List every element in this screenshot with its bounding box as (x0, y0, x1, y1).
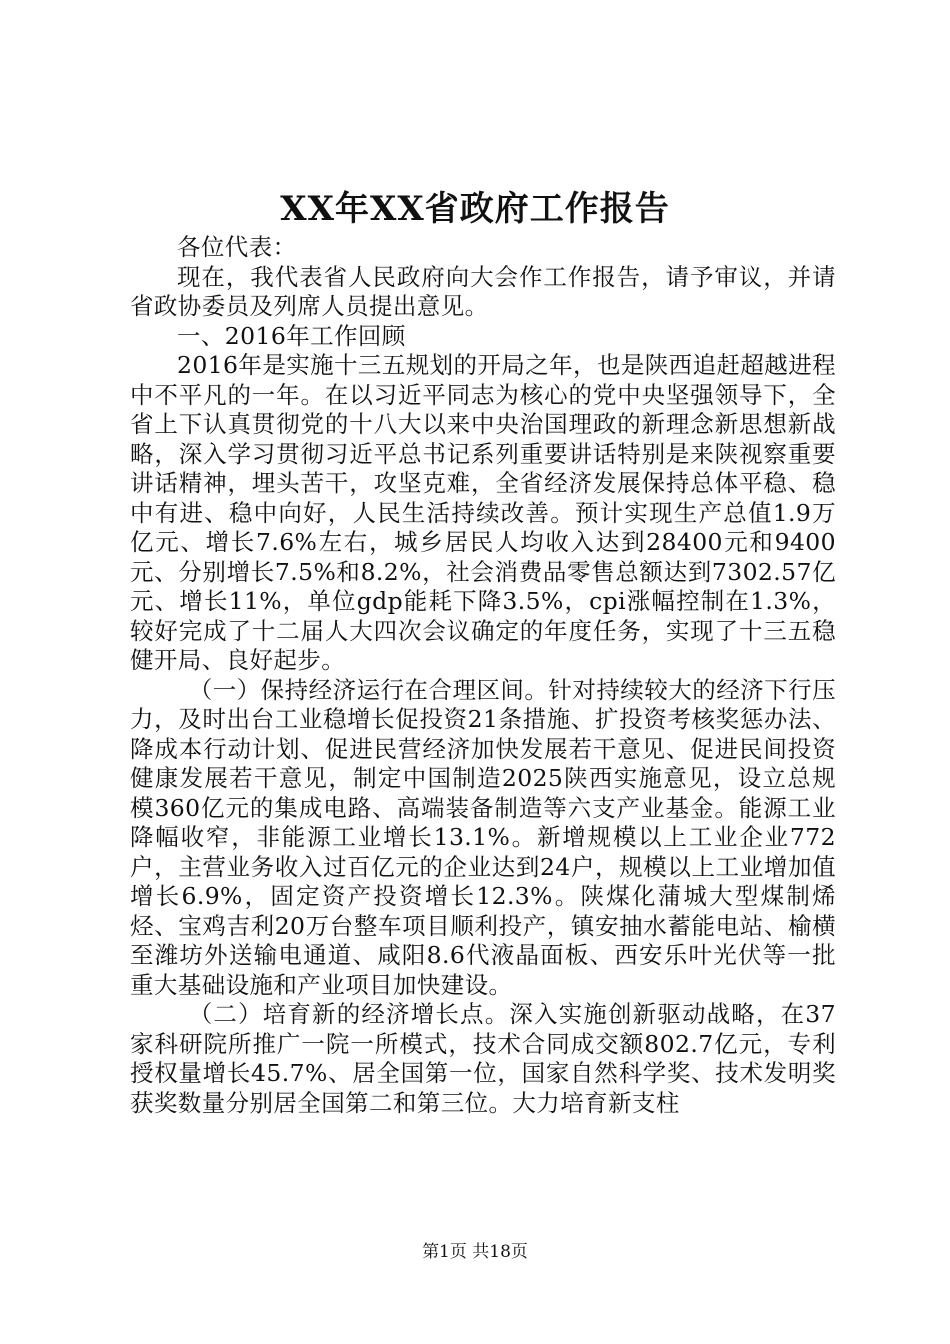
review-paragraph: 2016年是实施十三五规划的开局之年，也是陕西追赶超越进程中不平凡的一年。在以习近平同志为核心的党中央坚强领导下，全省上下认真贯彻党的十八大以来中央治国理政的新理念新思想新战略，深入学习贯彻习近平总书记系列重要讲话特别是来陕视察重要讲话精神，埋头苦干，攻坚克难，全省经济发展保持总体平稳、稳中有进、稳中向好，人民生活持续改善。预计实现生产总值1.9万亿元、增长7.6%左右，城乡居民人均收入达到28400元和9400元、分别增长7.5%和8.2%，社会消费品零售总额达到7302.57亿元、增长11%，单位gdp能耗下降3.5%，cpi涨幅控制在1.3%，较好完成了十二届人大四次会议确定的年度任务，实现了十三五稳健开局、良好起步。 (130, 351, 836, 674)
document-body (130, 233, 836, 1118)
intro-paragraph: 现在，我代表省人民政府向大会作工作报告，请予审议，并请省政协委员及列席人员提出意见。 (130, 262, 836, 320)
page-number: 第1页 共18页 (422, 1242, 528, 1262)
salutation-paragraph: 各位代表： (177, 233, 297, 261)
document-title: XX年XX省政府工作报告 (280, 189, 670, 229)
subsection-paragraph-1: （一）保持经济运行在合理区间。针对持续较大的经济下行压力，及时出台工业稳增长促投资21条措施、扩投资考核奖惩办法、降成本行动计划、促进民营经济加快发展若干意见、促进民间投资健康发展若干意见，制定中国制造2025陕西实施意见，设立总规模360亿元的集成电路、高端装备制造等六支产业基金。能源工业降幅收窄，非能源工业增长13.1%。新增规模以上工业企业772户，主营业务收入过百亿元的企业达到24户，规模以上工业增加值增长6.9%，固定资产投资增长12.3%。陕煤化蒲城大型煤制烯烃、宝鸡吉利20万台整车项目顺利投产，镇安抽水蓄能电站、榆横至潍坊外送输电通道、咸阳8.6代液晶面板、西安乐叶光伏等一批重大基础设施和产业项目加快建设。 (130, 675, 836, 999)
subsection-paragraph-2: （二）培育新的经济增长点。深入实施创新驱动战略，在37家科研院所推广一院一所模式，技术合同成交额802.7亿元，专利授权量增长45.7%、居全国第一位，国家自然科学奖、技术发明奖获奖数量分别居全国第二和第三位。大力培育新支柱 (130, 1000, 836, 1117)
section-heading: 一、2016年工作回顾 (177, 321, 406, 350)
